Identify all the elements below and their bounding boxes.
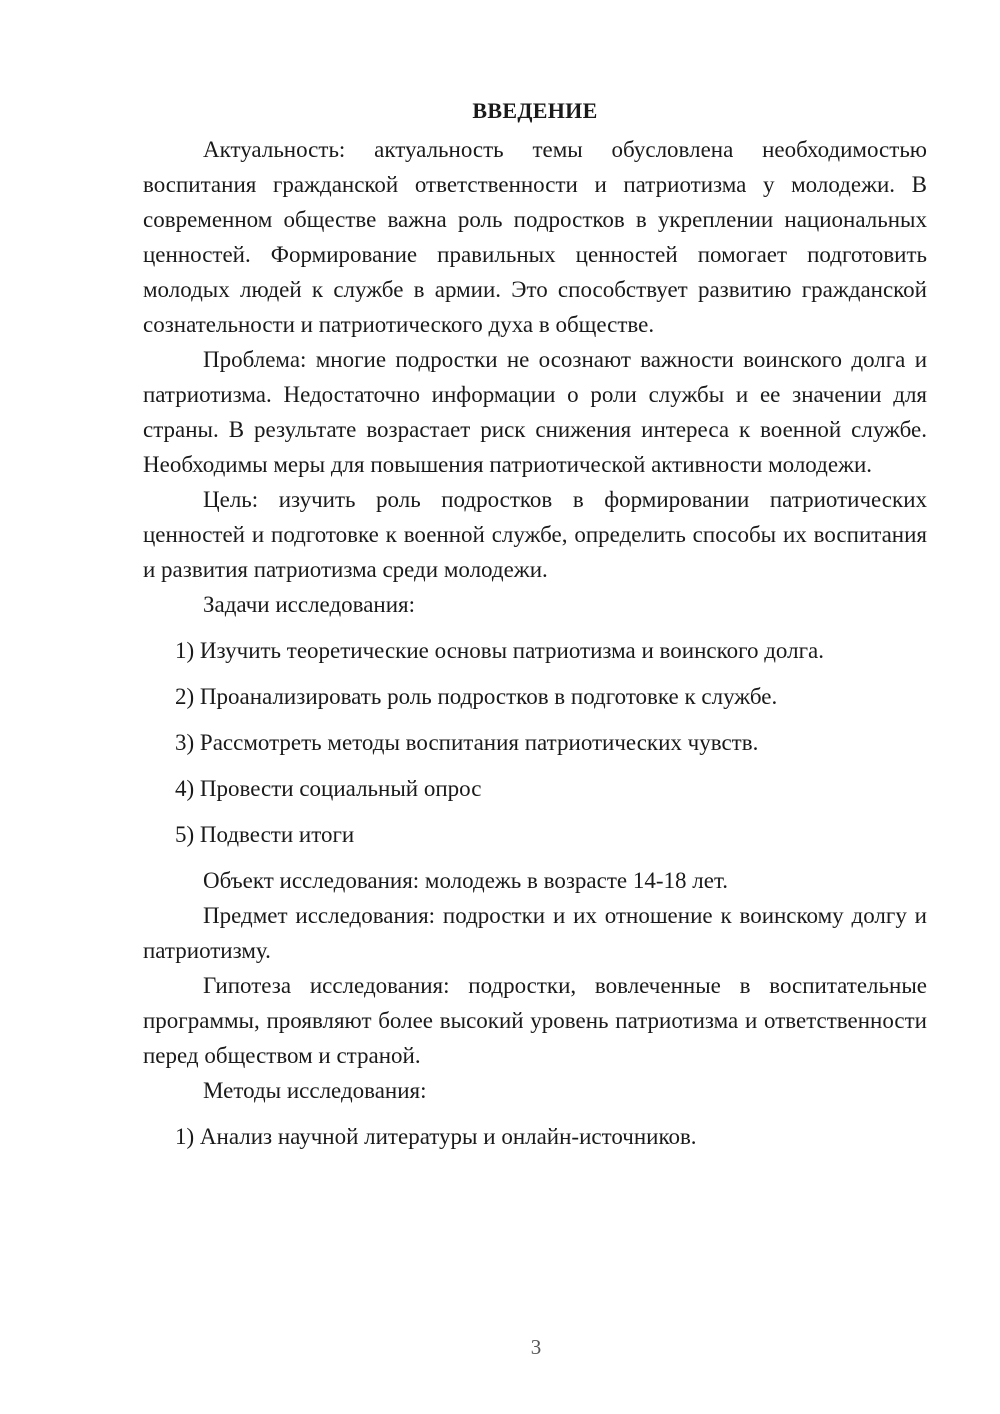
subject-paragraph: Предмет исследования: подростки и их отношение к воинскому долгу и патриотизму.	[143, 903, 927, 963]
goal-paragraph: Цель: изучить роль подростков в формировании патриотических ценностей и подготовке к военной службе, определить способы их воспитания и развития патриотизма среди молодежи.	[143, 487, 927, 582]
tasks-heading: Задачи исследования:	[203, 592, 416, 617]
method-item-1: 1) Анализ научной литературы и онлайн-источников.	[175, 1124, 697, 1149]
relevance-paragraph: Актуальность: актуальность темы обусловлена необходимостью воспитания гражданской ответственности и патриотизма у молодежи. В современном обществе важна роль подростков в укреплении национальных ценностей. Формирование правильных ценностей помогает подготовить молодых людей к службе в армии. Это способствует развитию гражданской сознательности и патриотического духа в обществе.	[143, 137, 927, 337]
task-item-4: 4) Провести социальный опрос	[175, 776, 482, 801]
object-paragraph: Объект исследования: молодежь в возрасте 14-18 лет.	[203, 868, 729, 893]
methods-heading: Методы исследования:	[203, 1078, 427, 1103]
task-item-2: 2) Проанализировать роль подростков в подготовке к службе.	[175, 684, 778, 709]
task-item-3: 3) Рассмотреть методы воспитания патриотических чувств.	[175, 730, 759, 755]
hypothesis-paragraph: Гипотеза исследования: подростки, вовлеченные в воспитательные программы, проявляют более высокий уровень патриотизма и ответственности перед обществом и страной.	[143, 973, 927, 1068]
problem-paragraph: Проблема: многие подростки не осознают важности воинского долга и патриотизма. Недостаточно информации о роли службы и ее значении для страны. В результате возрастает риск снижения интереса к военной службе. Необходимы меры для повышения патриотической активности молодежи.	[143, 347, 927, 477]
task-item-1: 1) Изучить теоретические основы патриотизма и воинского долга.	[175, 638, 824, 663]
page-title: ВВЕДЕНИЕ	[472, 98, 598, 123]
page-number: 3	[530, 1335, 542, 1359]
task-item-5: 5) Подвести итоги	[175, 822, 355, 847]
document-body	[143, 93, 927, 1154]
